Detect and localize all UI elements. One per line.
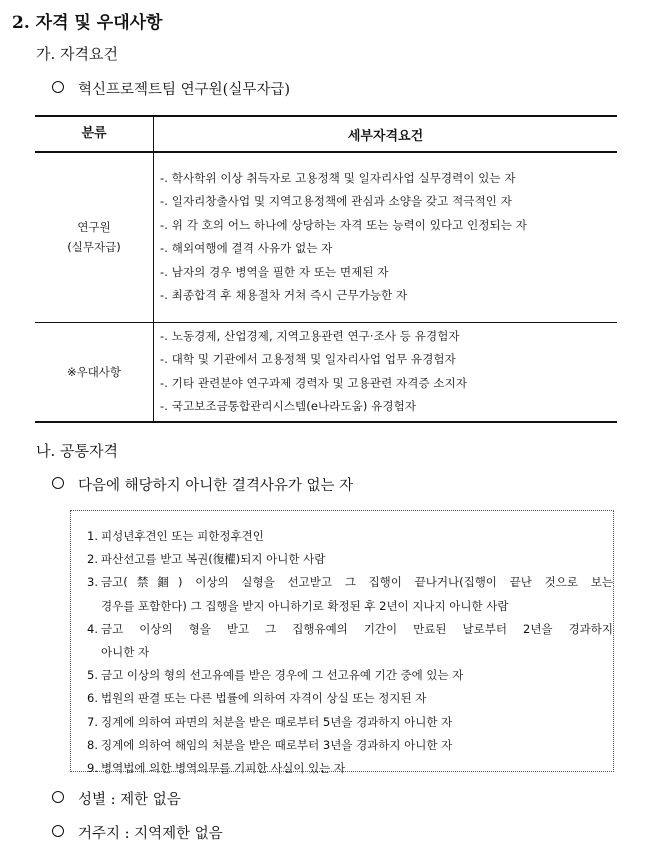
list-item-number — [87, 595, 101, 618]
list-item-text — [101, 641, 613, 664]
detail-line: -. 위 각 호의 어느 하나에 상당하는 자격 또는 능력이 있다고 인정되는 자 — [160, 217, 527, 232]
list-item-line: 파산선고를 받고 복권(復權)되지 아니한 사람 — [101, 552, 326, 567]
list-item-text — [101, 571, 613, 594]
list-item — [87, 571, 613, 594]
list-item — [87, 664, 613, 687]
list-item — [87, 525, 613, 548]
detail-line: -. 학사학위 이상 취득자로 고용정책 및 일자리사업 실무경력이 있는 자 — [160, 171, 516, 186]
list-item-text — [101, 664, 613, 687]
list-item-line: 금고(禁錮) 이상의 실형을 선고받고 그 집행이 끝나거나(집행이 끝난 것으로 보는 — [101, 575, 613, 590]
detail-line: -. 노동경제, 산업경제, 지역고용관련 연구·조사 등 유경험자 — [160, 328, 460, 343]
subsection-common: 나. 공통자격 — [36, 442, 118, 460]
list-item-number: 8. — [87, 737, 98, 752]
circle-bullet-icon — [52, 477, 64, 489]
list-item-line: 피성년후견인 또는 피한정후견인 — [101, 529, 264, 543]
disqualification-box — [70, 510, 614, 776]
detail-line: -. 대학 및 기관에서 고용정책 및 일자리사업 업무 유경험자 — [160, 352, 456, 367]
list-item-line: 아니한 자 — [101, 645, 150, 660]
common-text: 다음에 해당하지 아니한 결격사유가 없는 자 — [78, 478, 354, 494]
list-item — [87, 641, 613, 664]
list-item-number: 2. — [87, 552, 98, 567]
list-item — [87, 618, 613, 641]
list-item-line: 경우를 포함한다) 그 집행을 받지 아니하기로 확정된 후 2년이 지나지 아니한 사람 — [101, 598, 509, 613]
role-text: 혁신프로젝트팀 연구원(실무자급) — [78, 82, 291, 98]
list-item-number: 5. — [87, 668, 98, 683]
circle-bullet-icon — [52, 81, 64, 93]
list-item-text — [101, 734, 613, 757]
disqualification-list — [87, 525, 613, 780]
section-title: 2. 자격 및 우대사항 — [12, 13, 163, 33]
detail-line: -. 기타 관련분야 연구과제 경력자 및 고용관련 자격증 소지자 — [160, 375, 468, 390]
detail-line: -. 남자의 경우 병역을 필한 자 또는 면제된 자 — [160, 264, 389, 279]
list-item-text — [101, 618, 613, 641]
list-item-text — [101, 757, 613, 780]
table-row-preference — [35, 322, 617, 422]
list-item-line: 금고 이상의 형을 받고 그 집행유예의 기간이 만료된 날로부터 2년을 경과하지 — [101, 621, 613, 636]
gender-line — [52, 788, 181, 809]
residence-line — [52, 822, 223, 843]
header-category: 분류 — [35, 116, 154, 152]
detail-researcher — [154, 152, 618, 322]
list-item-number: 7. — [87, 714, 98, 729]
list-item-text — [101, 595, 613, 618]
common-line — [52, 474, 353, 495]
list-item — [87, 687, 613, 710]
circle-bullet-icon — [52, 825, 64, 837]
category-label: 연구원 — [77, 220, 111, 235]
list-item — [87, 734, 613, 757]
detail-line: -. 해외여행에 결격 사유가 없는 자 — [160, 241, 333, 256]
list-item-number — [87, 641, 101, 664]
list-item-line: 법원의 판결 또는 다른 법률에 의하여 자격이 상실 또는 정지된 자 — [101, 691, 427, 706]
category-sublabel: (실무자급) — [67, 240, 121, 255]
category-label: ※우대사항 — [66, 364, 122, 379]
list-item — [87, 711, 613, 734]
list-item — [87, 548, 613, 571]
list-item-text — [101, 687, 613, 710]
list-item-text — [101, 525, 613, 548]
category-researcher — [35, 152, 154, 322]
detail-line: -. 국고보조금통합관리시스템(e나라도움) 유경험자 — [160, 399, 417, 414]
list-item-number: 6. — [87, 691, 98, 706]
list-item-line: 징계에 의하여 해임의 처분을 받은 때로부터 3년을 경과하지 아니한 자 — [101, 737, 453, 752]
list-item-text — [101, 711, 613, 734]
qualification-table — [35, 115, 617, 423]
detail-preference — [154, 322, 618, 422]
detail-line: -. 최종합격 후 채용절차 거쳐 즉시 근무가능한 자 — [160, 288, 408, 303]
residence-text: 거주지 : 지역제한 없음 — [78, 826, 223, 842]
list-item-number: 9. — [87, 761, 98, 776]
list-item — [87, 757, 613, 780]
list-item — [87, 595, 613, 618]
list-item-line: 징계에 의하여 파면의 처분을 받은 때로부터 5년을 경과하지 아니한 자 — [101, 714, 453, 729]
gender-text: 성별 : 제한 없음 — [78, 792, 181, 808]
category-preference — [35, 322, 154, 422]
list-item-number: 4. — [87, 621, 98, 636]
role-line — [52, 78, 290, 99]
list-item-text — [101, 548, 613, 571]
list-item-number: 1. — [87, 529, 98, 543]
circle-bullet-icon — [52, 791, 64, 803]
list-item-line: 금고 이상의 형의 선고유예를 받은 경우에 그 선고유예 기간 중에 있는 자 — [101, 668, 464, 683]
table-header-row — [35, 116, 617, 152]
table-row-researcher — [35, 152, 617, 322]
subsection-qualifications: 가. 자격요건 — [36, 45, 118, 63]
header-detail: 세부자격요건 — [154, 116, 618, 152]
list-item-number: 3. — [87, 575, 98, 590]
list-item-line: 병역법에 의한 병역의무를 기피한 사실이 있는 자 — [101, 761, 346, 776]
detail-line: -. 일자리창출사업 및 지역고용정책에 관심과 소양을 갖고 적극적인 자 — [160, 194, 512, 209]
